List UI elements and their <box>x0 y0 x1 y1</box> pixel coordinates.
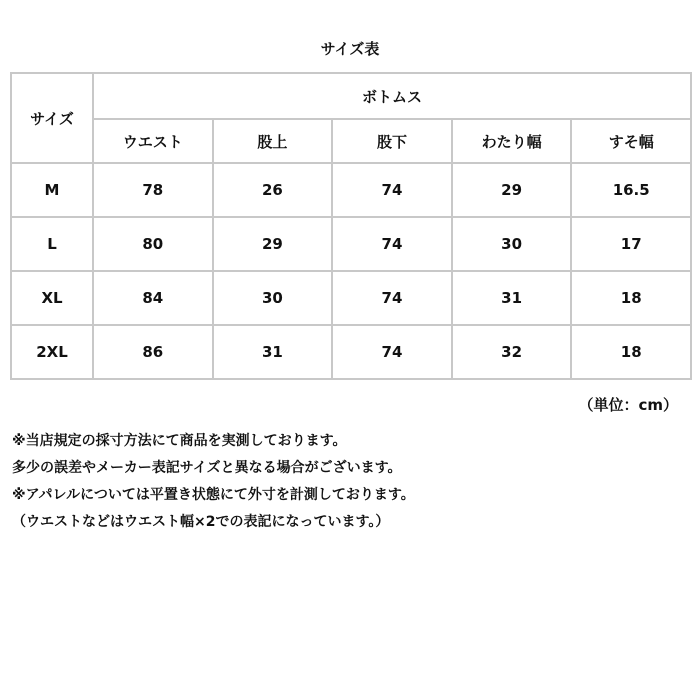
row-size-label: L <box>11 217 93 271</box>
table-cell: 16.5 <box>571 163 691 217</box>
table-cell: 31 <box>213 325 333 379</box>
table-row <box>11 271 691 325</box>
table-cell: 84 <box>93 271 213 325</box>
table-row <box>11 325 691 379</box>
column-header-waist: ウエスト <box>93 119 213 163</box>
table-cell: 29 <box>213 217 333 271</box>
row-size-label: XL <box>11 271 93 325</box>
table-cell: 74 <box>332 163 452 217</box>
table-cell: 74 <box>332 217 452 271</box>
column-header-inseam: 股下 <box>332 119 452 163</box>
page-title: サイズ表 <box>320 40 380 58</box>
table-cell: 26 <box>213 163 333 217</box>
note-line: ※アパレルについては平置き状態にて外寸を計測しております。 <box>12 487 415 503</box>
notes <box>12 428 415 536</box>
note-line: ※当店規定の採寸方法にて商品を実測しております。 <box>12 433 347 449</box>
size-column-header: サイズ <box>11 73 93 163</box>
table-row <box>11 163 691 217</box>
table-column-header-row <box>11 119 691 163</box>
note-line: 多少の誤差やメーカー表記サイズと異なる場合がございます。 <box>12 460 402 476</box>
unit-label: （単位：cm） <box>578 396 678 414</box>
table-cell: 74 <box>332 271 452 325</box>
column-header-thigh-width: わたり幅 <box>452 119 572 163</box>
table-cell: 32 <box>452 325 572 379</box>
table-cell: 30 <box>452 217 572 271</box>
table-cell: 78 <box>93 163 213 217</box>
row-size-label: 2XL <box>11 325 93 379</box>
table-row <box>11 217 691 271</box>
table-group-header-row <box>11 73 691 119</box>
table-cell: 74 <box>332 325 452 379</box>
table-cell: 17 <box>571 217 691 271</box>
table-cell: 80 <box>93 217 213 271</box>
table-cell: 30 <box>213 271 333 325</box>
table-cell: 31 <box>452 271 572 325</box>
column-header-rise: 股上 <box>213 119 333 163</box>
size-table <box>10 72 692 380</box>
table-cell: 18 <box>571 271 691 325</box>
row-size-label: M <box>11 163 93 217</box>
table-cell: 29 <box>452 163 572 217</box>
column-header-hem-width: すそ幅 <box>571 119 691 163</box>
table-cell: 18 <box>571 325 691 379</box>
bottoms-group-header: ボトムス <box>93 73 691 119</box>
note-line: （ウエストなどはウエスト幅×2での表記になっています。） <box>12 514 390 530</box>
table-cell: 86 <box>93 325 213 379</box>
